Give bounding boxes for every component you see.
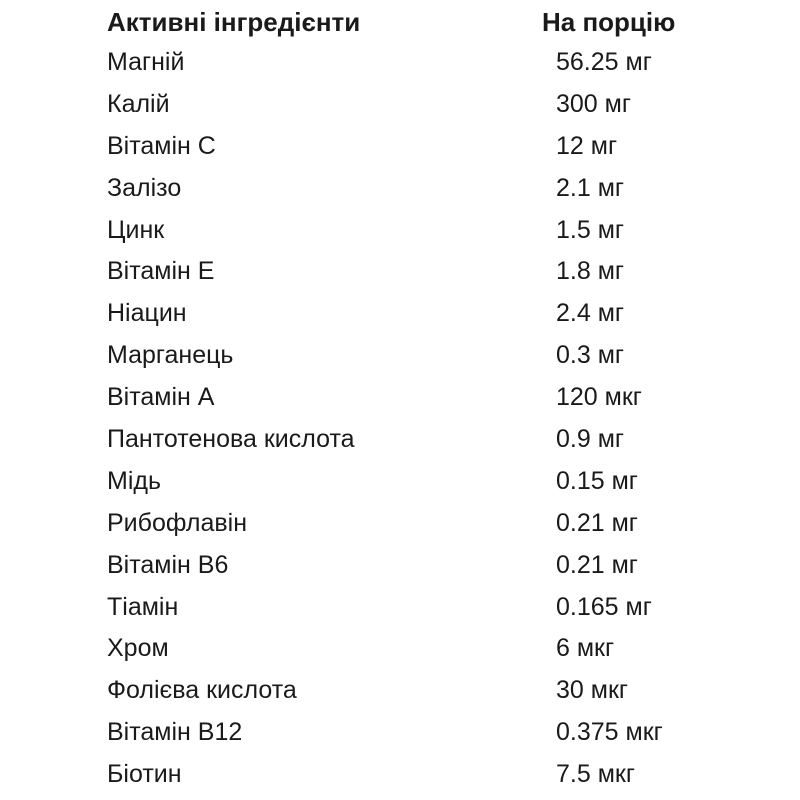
table-row [0,251,800,293]
column-header-per-serving: На порцію [542,7,676,37]
ingredient-name: Мідь [107,466,161,495]
ingredient-amount: 2.4 мг [556,299,625,328]
table-row [0,545,800,587]
ingredient-name: Вітамін Е [107,257,215,286]
table-body [0,42,800,796]
ingredient-name: Рибофлавін [107,508,248,537]
table-row [0,712,800,754]
ingredient-amount: 120 мкг [556,383,642,412]
ingredient-amount: 56.25 мг [556,48,652,76]
ingredient-name: Вітамін С [107,131,216,160]
table-row [0,754,800,796]
table-header [0,4,800,40]
table-row [0,126,800,168]
ingredient-amount: 1.8 мг [556,257,625,286]
ingredient-amount: 300 мг [556,89,631,118]
table-row [0,628,800,670]
ingredient-amount: 0.21 мг [556,508,638,537]
ingredient-amount: 0.21 мг [556,550,638,579]
ingredient-name: Вітамін В6 [107,550,229,579]
ingredient-name: Залізо [107,173,182,202]
ingredient-name: Біотин [107,760,182,789]
table-row [0,670,800,712]
table-row [0,419,800,461]
table-row [0,42,800,84]
ingredient-name: Вітамін В12 [107,718,243,747]
ingredient-amount: 30 мкг [556,676,628,705]
table-row [0,377,800,419]
ingredient-amount: 1.5 мг [556,215,625,244]
ingredient-name: Хром [107,634,169,663]
ingredient-amount: 12 мг [556,131,618,160]
ingredient-amount: 7.5 мкг [556,760,635,789]
table-row [0,84,800,126]
table-row [0,503,800,545]
ingredient-name: Цинк [107,215,165,244]
ingredient-amount: 0.375 мкг [556,718,663,747]
table-row [0,210,800,252]
ingredient-name: Пантотенова кислота [107,425,355,454]
ingredient-amount: 0.165 мг [556,592,652,621]
table-row [0,293,800,335]
ingredient-name: Вітамін А [107,383,215,412]
ingredient-name: Ніацин [107,299,187,328]
table-row [0,335,800,377]
ingredient-name: Магній [107,48,185,76]
table-row [0,461,800,503]
table-row [0,587,800,629]
ingredient-name: Тіамін [107,592,179,621]
ingredient-amount: 0.9 мг [556,425,625,454]
column-header-ingredients: Активні інгредієнти [107,7,361,37]
ingredient-amount: 0.15 мг [556,466,638,495]
ingredient-name: Калій [107,89,170,118]
ingredient-amount: 6 мкг [556,634,615,663]
ingredient-amount: 2.1 мг [556,173,625,202]
ingredient-name: Фолієва кислота [107,676,297,705]
ingredient-name: Марганець [107,341,234,370]
table-row [0,168,800,210]
ingredient-amount: 0.3 мг [556,341,625,370]
